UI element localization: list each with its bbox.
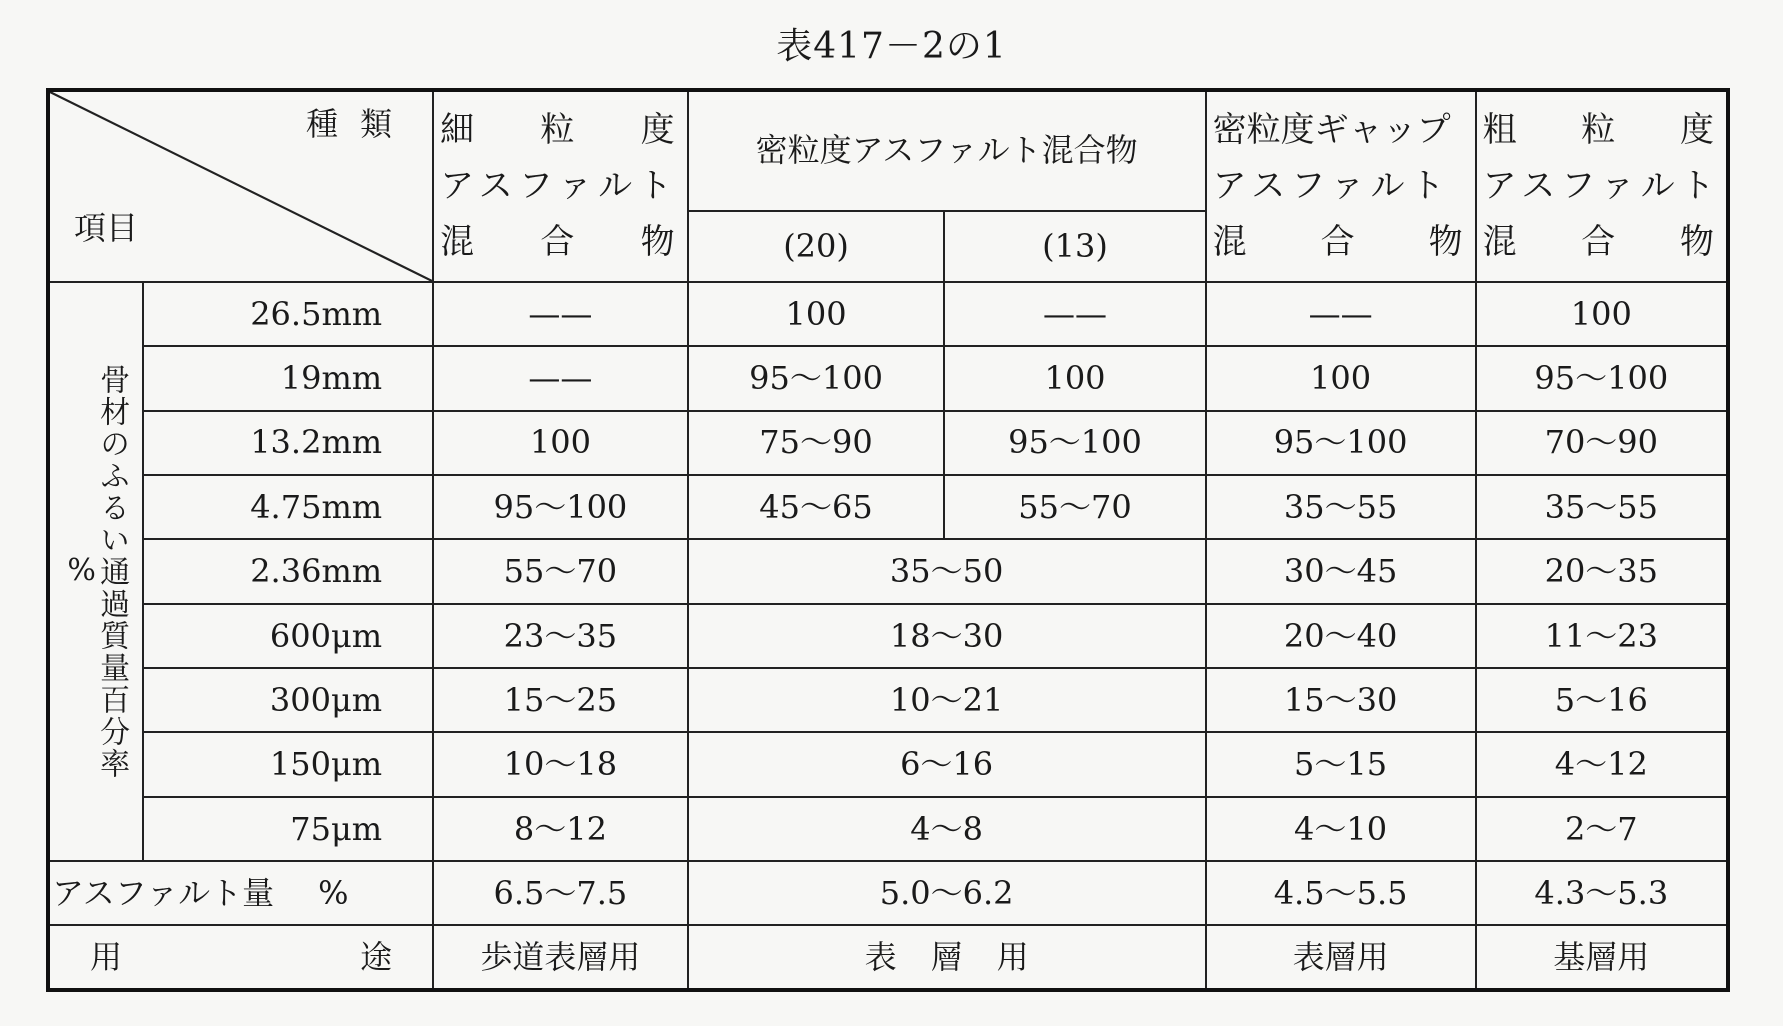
cell-fine: —— [433, 282, 688, 346]
cell-coarse: 70～90 [1476, 411, 1728, 475]
item-label: 項目 [74, 209, 139, 247]
cell-fine: 8～12 [433, 797, 688, 861]
header-coarse: 粗 粒 度 アスファルト 混 合 物 [1476, 90, 1728, 282]
sieve-size: 75μm [143, 797, 433, 861]
table-row [48, 411, 1728, 475]
cell-gap: 4～10 [1206, 797, 1476, 861]
cell-dense-20: 100 [688, 282, 945, 346]
table-row [48, 346, 1728, 410]
cell-dense-13: 100 [944, 346, 1205, 410]
use-fine: 歩道表層用 [433, 925, 688, 990]
cell-fine: 15～25 [433, 668, 688, 732]
table-row [48, 282, 1728, 346]
table-caption: 表417－2の1 [776, 26, 1007, 67]
cell-coarse: 4～12 [1476, 732, 1728, 796]
sieve-size: 2.36mm [143, 539, 433, 603]
header-dense: 密粒度アスファルト混合物 [688, 90, 1206, 211]
cell-gap: 35～55 [1206, 475, 1476, 539]
asphalt-gap: 4.5～5.5 [1206, 861, 1476, 925]
cell-fine: 55～70 [433, 539, 688, 603]
cell-dense-20: 45～65 [688, 475, 945, 539]
use-coarse: 基層用 [1476, 925, 1728, 990]
cell-gap: —— [1206, 282, 1476, 346]
cell-dense: 35～50 [688, 539, 1206, 603]
header-dense-20: (20) [688, 211, 945, 283]
cell-coarse: 20～35 [1476, 539, 1728, 603]
cell-gap: 20～40 [1206, 604, 1476, 668]
sieve-group-label: 骨材のふるい通過質量百分率 % [48, 282, 143, 861]
asphalt-fine: 6.5～7.5 [433, 861, 688, 925]
cell-dense: 10～21 [688, 668, 1206, 732]
sieve-size: 300μm [143, 668, 433, 732]
cell-coarse: 95～100 [1476, 346, 1728, 410]
table-row [48, 475, 1728, 539]
cell-fine: 10～18 [433, 732, 688, 796]
sieve-size: 13.2mm [143, 411, 433, 475]
use-row [48, 925, 1728, 990]
table-row [48, 668, 1728, 732]
use-label: 用 途 [48, 925, 433, 990]
cell-fine: —— [433, 346, 688, 410]
cell-gap: 15～30 [1206, 668, 1476, 732]
cell-gap: 5～15 [1206, 732, 1476, 796]
sieve-size: 150μm [143, 732, 433, 796]
cell-dense-13: 95～100 [944, 411, 1205, 475]
cell-gap: 95～100 [1206, 411, 1476, 475]
cell-coarse: 100 [1476, 282, 1728, 346]
sieve-size: 19mm [143, 346, 433, 410]
cell-dense: 6～16 [688, 732, 1206, 796]
asphalt-row [48, 861, 1728, 925]
cell-coarse: 35～55 [1476, 475, 1728, 539]
cell-dense: 4～8 [688, 797, 1206, 861]
corner-header [48, 90, 433, 282]
cell-fine: 100 [433, 411, 688, 475]
table-row [48, 539, 1728, 603]
cell-dense-20: 75～90 [688, 411, 945, 475]
header-fine: 細 粒 度 アスファルト 混 合 物 [433, 90, 688, 282]
cell-dense: 18～30 [688, 604, 1206, 668]
use-gap: 表層用 [1206, 925, 1476, 990]
table-row [48, 732, 1728, 796]
type-label: 種類 [306, 105, 415, 143]
sieve-size: 4.75mm [143, 475, 433, 539]
sieve-size: 600μm [143, 604, 433, 668]
asphalt-label: アスファルト量 % [48, 861, 433, 925]
cell-fine: 23～35 [433, 604, 688, 668]
cell-fine: 95～100 [433, 475, 688, 539]
cell-coarse: 5～16 [1476, 668, 1728, 732]
cell-dense-13: —— [944, 282, 1205, 346]
header-gap: 密粒度ギャップ アスファルト 混 合 物 [1206, 90, 1476, 282]
use-dense: 表 層 用 [688, 925, 1206, 990]
cell-dense-20: 95～100 [688, 346, 945, 410]
cell-coarse: 11～23 [1476, 604, 1728, 668]
table-row [48, 797, 1728, 861]
cell-gap: 30～45 [1206, 539, 1476, 603]
sieve-size: 26.5mm [143, 282, 433, 346]
cell-coarse: 2～7 [1476, 797, 1728, 861]
asphalt-dense: 5.0～6.2 [688, 861, 1206, 925]
cell-gap: 100 [1206, 346, 1476, 410]
aggregate-grading-table [46, 88, 1730, 992]
header-dense-13: (13) [944, 211, 1205, 283]
asphalt-coarse: 4.3～5.3 [1476, 861, 1728, 925]
cell-dense-13: 55～70 [944, 475, 1205, 539]
table-row [48, 604, 1728, 668]
